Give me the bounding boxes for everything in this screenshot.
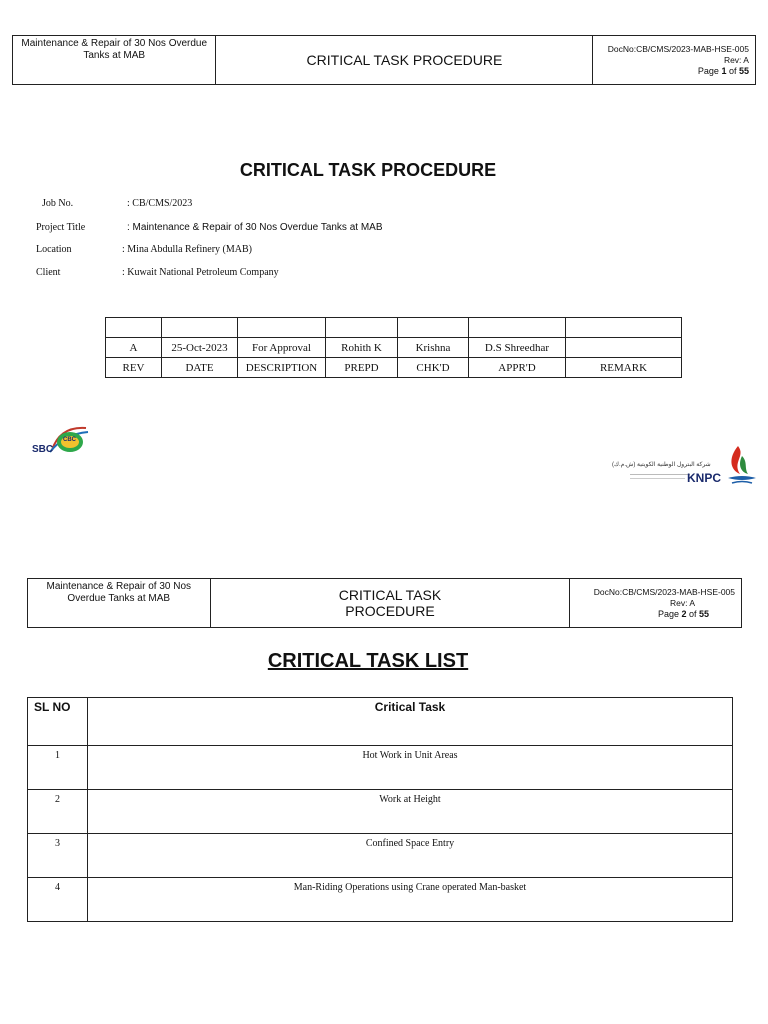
info-location-label: Location [36,244,72,255]
info-project-label: Project Title [36,222,86,233]
col-sl-no: SL NO [28,698,88,746]
revision-table [105,317,682,378]
page-indicator: Page 1 of 55 [697,65,749,76]
header-project: Maintenance & Repair of 30 Nos Overdue Tanks at MAB [28,579,211,627]
knpc-logo-text: KNPC [687,471,722,485]
table-row [106,318,682,338]
main-title: CRITICAL TASK PROCEDURE [239,160,497,180]
table-row: A 25-Oct-2023 For Approval Rohith K Krishna D.S Shreedhar [106,338,682,358]
rev-label: Rev: A [723,54,749,65]
doc-number: DocNo:CB/CMS/2023-MAB-HSE-005 [607,43,749,54]
info-job-label: Job No. [42,198,74,209]
sbc-logo-text: SBC [32,444,54,455]
header-project: Maintenance & Repair of 30 Nos Overdue Tanks at MAB [13,36,216,84]
table-row: 3 Confined Space Entry [28,834,733,878]
header-doc-info [593,36,755,84]
info-project-value: : Maintenance & Repair of 30 Nos Overdue Tanks at MAB [127,222,383,233]
knpc-arabic-name: شركة البترول الوطنية الكويتية (ش.م.ك) [612,462,711,468]
table-header-row [28,698,733,746]
knpc-subtitle-line [630,478,685,479]
col-critical-task: Critical Task [88,698,733,746]
header-doc-info [570,579,741,627]
task-list-title: CRITICAL TASK LIST [267,650,469,672]
knpc-logo [612,440,762,490]
sbc-logo [30,420,92,460]
knpc-subtitle-line [630,474,690,475]
table-row: 1 Hot Work in Unit Areas [28,746,733,790]
cbc-badge-text: CBC [63,437,76,443]
header-title: CRITICAL TASK PROCEDURE [216,36,593,84]
info-location-value: : Mina Abdulla Refinery (MAB) [122,244,252,255]
page-indicator: Page 2 of 55 [657,608,710,619]
info-job-value: : CB/CMS/2023 [127,198,193,209]
table-row: REV DATE DESCRIPTION PREPD CHK'D APPR'D REMARK [106,358,682,378]
header-title: CRITICAL TASK PROCEDURE [211,579,571,627]
table-row: 2 Work at Height [28,790,733,834]
info-client-label: Client [36,267,61,278]
doc-number: DocNo:CB/CMS/2023-MAB-HSE-005 [593,586,736,597]
page1-header [12,35,756,85]
page2-header [27,578,742,628]
rev-label: Rev: A [669,597,696,608]
flame-icon [726,442,758,488]
table-row: 4 Man-Riding Operations using Crane operated Man-basket [28,878,733,922]
critical-task-table [27,697,733,922]
info-client-value: : Kuwait National Petroleum Company [122,267,279,278]
